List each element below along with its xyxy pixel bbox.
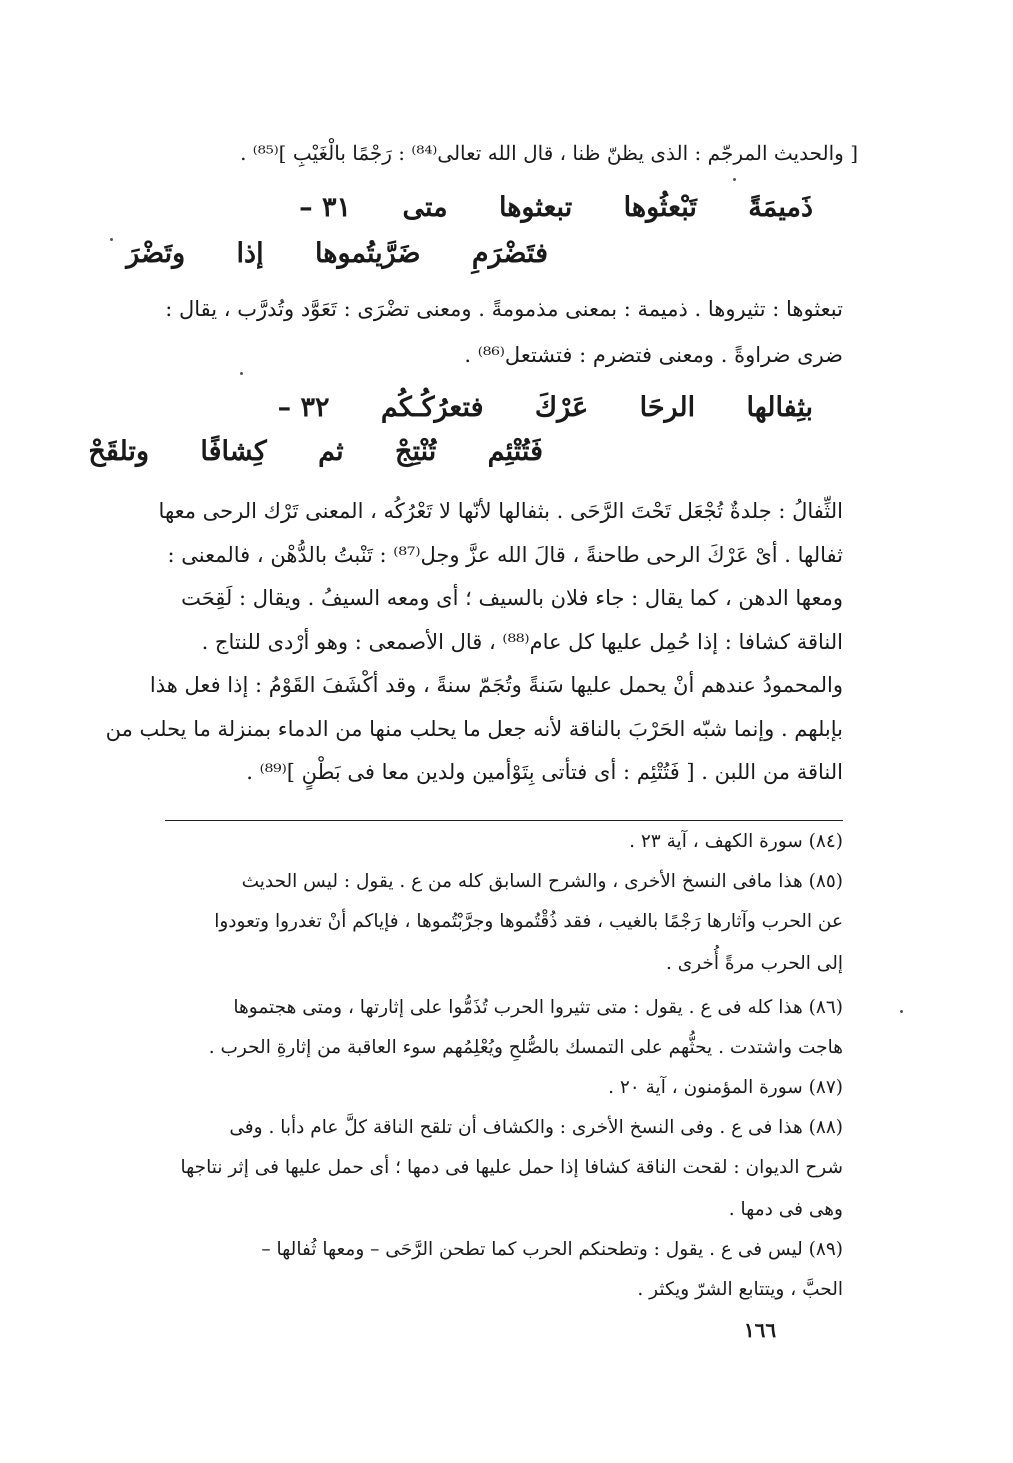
footnote-line: (٨٨) هذا فى ع . وفى النسخ الأخرى : والكشاف أن تلقح الناقة كلَّ عام دأبا . وفى [229,1117,843,1138]
verse-number: ٣١ – [299,192,352,223]
scan-speck [110,238,113,241]
footnote-line: وهى فى دمها . [728,1199,843,1220]
commentary-line: ضرى ضراوةً . ومعنى فتضرم : فتشتعل⁽⁸⁶⁾ . [464,343,843,367]
commentary-line: ثفالها . أىْ عَرْكَ الرحى طاحنةً ، قالَ الله عزَّ وجل⁽⁸⁷⁾ : تَنْبتُ بالدُّهْن ، فالمعنى : [167,543,843,567]
verse-word: فتعرُكُـكُم [380,392,484,423]
commentary-line: بإبلهم . وإنما شبّه الحَرْبَ بالناقة لأنه جعل ما يحلب منها من الدماء بمنزلة ما يحلب من [105,717,843,741]
verse-word: وتَضْرَ [126,238,186,269]
verse-word: ضَرَّيتُموها [314,238,421,269]
intro-line: [ والحديث المرجّم : الذى يظنّ ظنا ، قال الله تعالى⁽⁸⁴⁾ : رَجْمًا بالْغَيْبِ ]⁽⁸⁵⁾ . [240,141,858,165]
verse-32-line-1 [262,390,813,426]
page-number: ١٦٦ [743,1318,777,1342]
scan-speck [733,178,736,181]
commentary-line: الناقة كشافا : إذا حُمِل عليها كل عام⁽⁸⁸⁾ ، قال الأصمعى : وهو أرْدى للنتاج . [201,630,843,654]
verse-word: كِشافًا [200,436,267,467]
footnote-separator [165,820,843,821]
verse-word: ثم [318,436,344,467]
commentary-line: تبعثوها : تثيروها . ذميمة : بمعنى مذمومةً . ومعنى تضْرَى : تَعَوَّد وتُدرَّب ، يقال : [165,297,843,321]
verse-number: ٣٢ – [277,392,330,423]
footnote-line: إلى الحرب مرةً أُخرى . [665,953,843,974]
verse-word: إذا [236,238,264,269]
verse-word: عَرْكَ [534,392,589,423]
footnote-line: عن الحرب وآثارها رَجْمًا بالغيب ، فقد ذُقْتُموها وجرَّبْتُموها ، فإياكم أنْ تغدروا وتعودوا [214,911,843,932]
verse-word: بثِفالها [746,392,813,423]
scan-speck [900,1010,903,1013]
footnote-line: شرح الديوان : لقحت الناقة كشافا إذا حمل عليها فى دمها ؛ أى حمل عليها فى إثر نتاجها [180,1157,843,1178]
verse-word: الرحَا [639,392,696,423]
verse-word: فتَضْرَمِ [471,238,548,269]
footnote-line: (٨٥) هذا مافى النسخ الأخرى ، والشرح السابق كله من ع . يقول : ليس الحديث [241,871,843,892]
verse-word: تبعثوها [498,192,573,223]
verse-word: متى [402,192,448,223]
verse-31-line-1 [283,190,813,226]
verse-32-line-2 [46,434,543,470]
commentary-line: الثِّفالُ : جلدةٌ تُجْعَل تَحْتَ الرَّحَى . بثفالها لأنّها لا تَعْرُكُه ، المعنى تَرْك الرحى معها [158,499,843,523]
footnote-line: (٨٤) سورة الكهف ، آية ٢٣ . [629,831,843,852]
footnote-line: (٨٧) سورة المؤمنون ، آية ٢٠ . [608,1077,843,1098]
verse-word: تُنْتِجْ [395,436,437,467]
footnote-line: (٨٦) هذا كله فى ع . يقول : متى تثيروا الحرب تُذَمُّوا على إثارتها ، ومتى هجتموها [233,997,843,1018]
footnote-line: (٨٩) ليس فى ع . يقول : وتطحنكم الحرب كما تطحن الرَّحَى – ومعها ثُفالها – [261,1239,843,1260]
verse-31-line-2 [84,236,548,272]
commentary-line: ومعها الدهن ، كما يقال : جاء فلان بالسيف ؛ أى ومعه السيفُ . ويقال : لَقِحَت [181,586,843,610]
verse-word: تَبْعثُوها [623,192,697,223]
verse-word: ذَميمَةً [748,192,813,223]
scan-speck [240,372,243,375]
footnote-line: هاجت واشتدت . يحثُّهم على التمسك بالصُّلحِ ويُعْلِمُهم سوء العاقبة من إثارةِ الحرب . [208,1037,843,1058]
verse-word: وتلقَحْ [88,436,149,467]
footnote-line: الحبَّ ، ويتتابع الشرّ ويكثر . [637,1279,843,1300]
verse-word: فَتُتْئِم [487,436,543,467]
commentary-line: والمحمودُ عندهم أنْ يحمل عليها سَنةً وتُجَمّ سنةً ، وقد أكْشَفَ القَوْمُ : إذا فعل هذا [149,673,843,697]
commentary-line: الناقة من اللبن . [ فَتُتْئِم : أى فتأتى بِتَوْأمين ولدين معا فى بَطْنٍ ]⁽⁸⁹⁾ . [246,760,843,784]
